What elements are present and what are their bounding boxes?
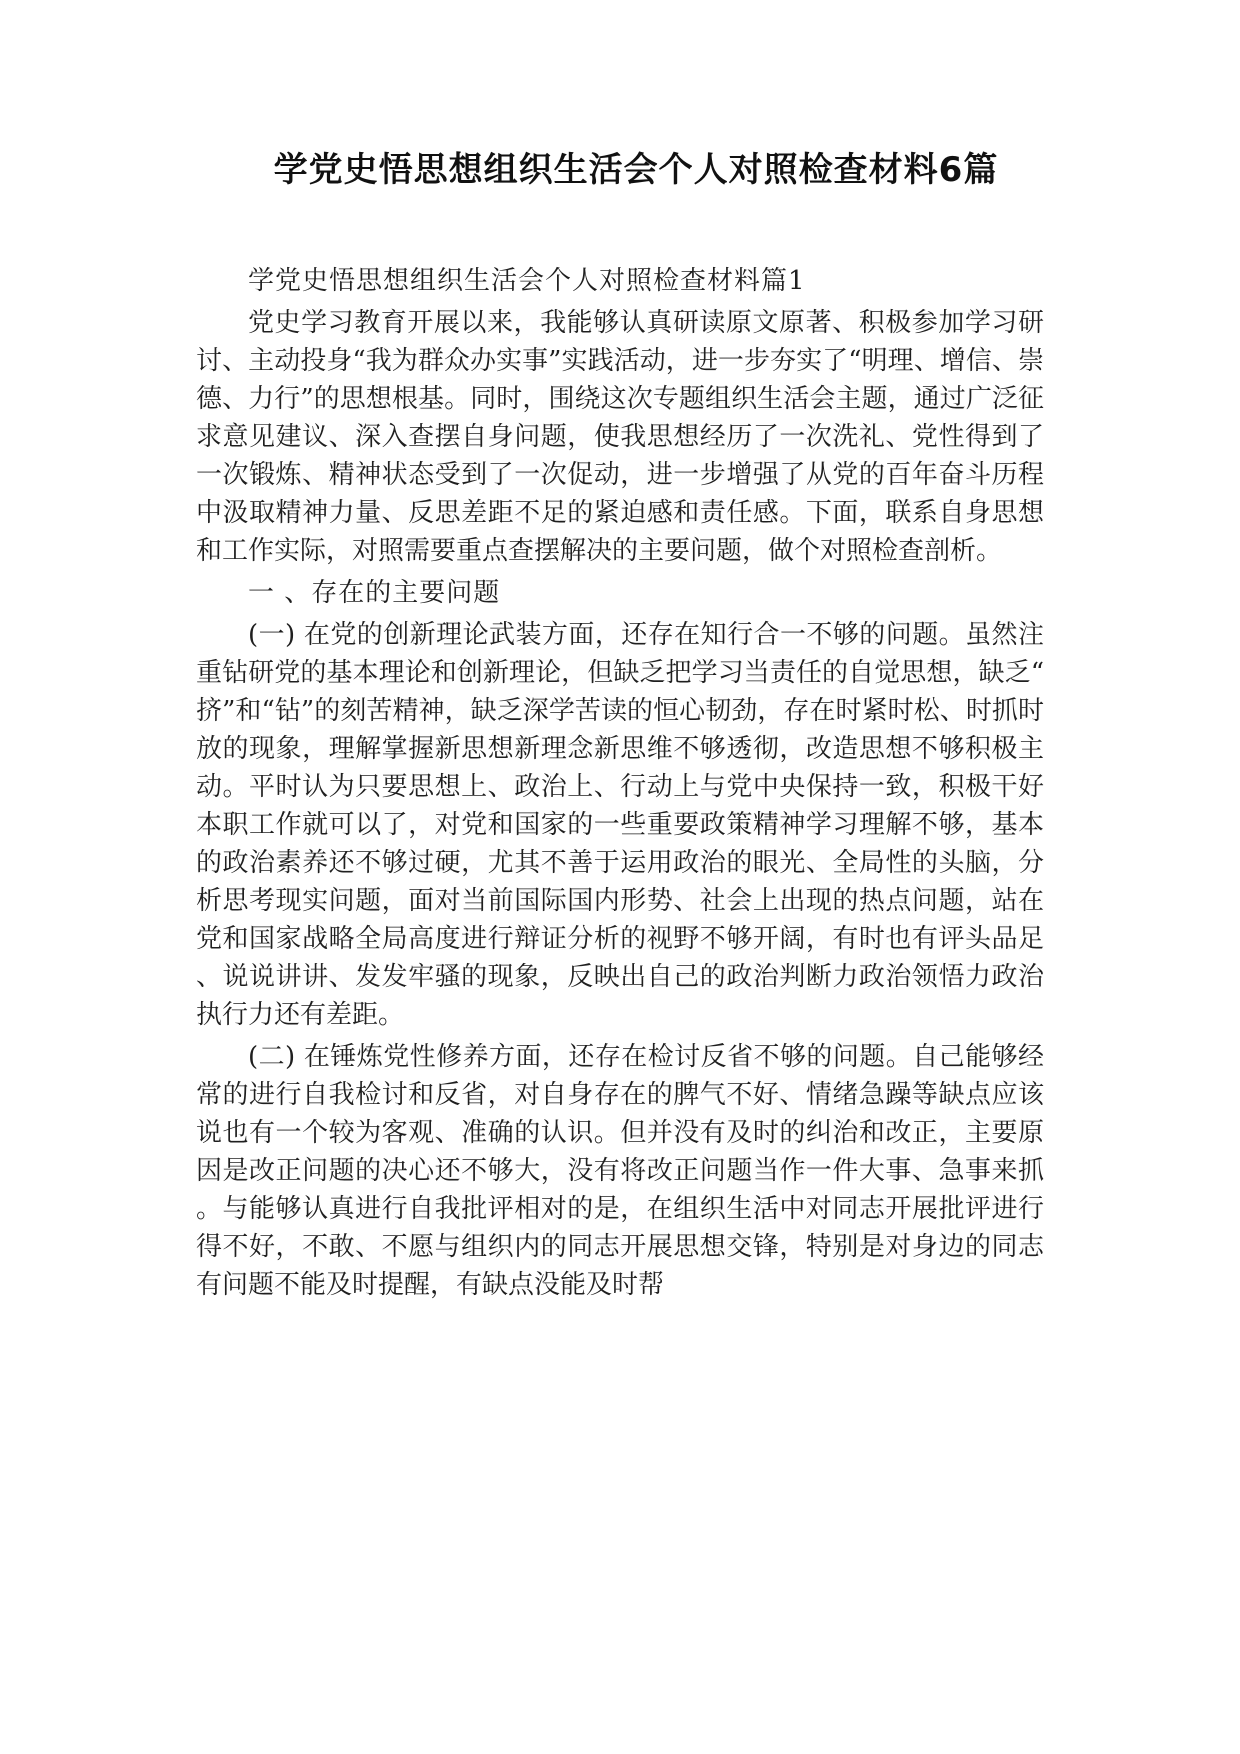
section-heading-part-1: 学党史悟思想组织生活会个人对照检查材料篇1 bbox=[248, 266, 806, 296]
problem-paragraph-1: (一) 在党的创新理论武装方面，还存在知行合一不够的问题。虽然注重钻研党的基本理论和创新理论，但缺乏把学习当责任的自觉思想，缺乏“挤”和“钻”的刻苦精神，缺乏深学苦读的恒心韧劲，存在时紧时松、时抓时放的现象，理解掌握新思想新理念新思维不够透彻，改造思想不够积极主动。平时认为只要思想上、政治上、行动上与党中央保持一致，积极干好本职工作就可以了，对党和国家的一些重要政策精神学习理解不够，基本的政治素养还不够过硬，尤其不善于运用政治的眼光、全局性的头脑，分析思考现实问题，面对当前国际国内形势、社会上出现的热点问题，站在党和国家战略全局高度进行辩证分析的视野不够开阔，有时也有评头品足、说说讲讲、发发牢骚的现象，反映出自己的政治判断力政治领悟力政治执行力还有差距。 bbox=[196, 620, 1044, 1030]
intro-paragraph: 党史学习教育开展以来，我能够认真研读原文原著、积极参加学习研讨、主动投身“我为群众办实事”实践活动，进一步夯实了“明理、增信、崇德、力行”的思想根基。同时，围绕这次专题组织生活会主题，通过广泛征求意见建议、深入查摆自身问题，使我思想经历了一次洗礼、党性得到了一次锻炼、精神状态受到了一次促动，进一步增强了从党的百年奋斗历程中汲取精神力量、反思差距不足的紧迫感和责任感。下面，联系自身思想和工作实际，对照需要重点查摆解决的主要问题，做个对照检查剖析。 bbox=[196, 308, 1044, 566]
section-heading-main-problems: 一 、存在的主要问题 bbox=[248, 578, 501, 608]
document-title: 学党史悟思想组织生活会个人对照检查材料6篇 bbox=[273, 150, 999, 190]
problem-paragraph-2: (二) 在锤炼党性修养方面，还存在检讨反省不够的问题。自己能够经常的进行自我检讨和反省，对自身存在的脾气不好、情绪急躁等缺点应该说也有一个较为客观、准确的认识。但并没有及时的纠治和改正，主要原因是改正问题的决心还不够大，没有将改正问题当作一件大事、急事来抓。与能够认真进行自我批评相对的是，在组织生活中对同志开展批评进行得不好，不敢、不愿与组织内的同志开展思想交锋，特别是对身边的同志有问题不能及时提醒，有缺点没能及时帮 bbox=[196, 1042, 1044, 1300]
document-body bbox=[196, 262, 1044, 1308]
